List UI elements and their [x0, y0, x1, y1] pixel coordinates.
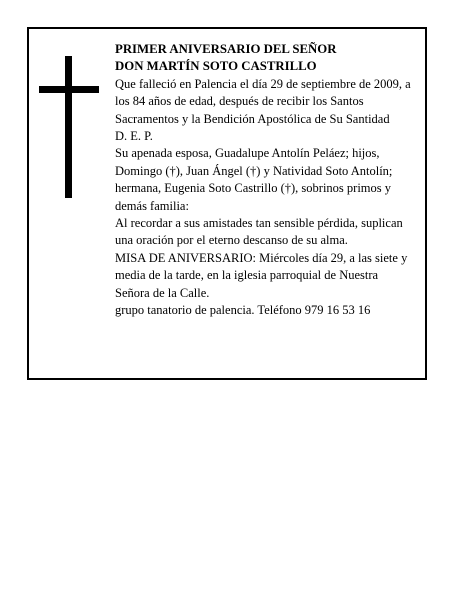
notice-title-line-1: PRIMER ANIVERSARIO DEL SEÑOR	[115, 42, 337, 56]
cross-icon	[39, 56, 99, 198]
death-info: Que falleció en Palencia el día 29 de septiembre de 2009, a los 84 años de edad, después de recibir los Santos Sacramentos y la Bendición Apostólica de Su Santidad	[115, 76, 411, 126]
family-text: Su apenada esposa, Guadalupe Antolín Peláez; hijos, Domingo (†), Juan Ángel (†) y Natividad Soto Antolín; hermana, Eugenia Soto Castrillo (†), sobrinos primos y demás familia:	[115, 146, 393, 213]
anniversary-mass: MISA DE ANIVERSARIO: Miércoles día 29, a las siete y media de la tarde, en la iglesia parroquial de Nuestra Señora de la Calle.	[115, 250, 408, 300]
cross-vertical-bar	[65, 56, 72, 198]
notice-title-line-2: DON MARTÍN SOTO CASTRILLO	[115, 59, 317, 74]
dep-text: D. E. P.	[115, 129, 153, 144]
contact-line: grupo tanatorio de palencia. Teléfono 979 16 53 16	[115, 303, 371, 318]
obituary-notice	[27, 27, 427, 380]
notice-body	[115, 41, 415, 320]
cross-horizontal-bar	[39, 86, 99, 93]
prayer-request: Al recordar a sus amistades tan sensible pérdida, suplican una oración por el eterno descanso de su alma.	[115, 216, 403, 248]
